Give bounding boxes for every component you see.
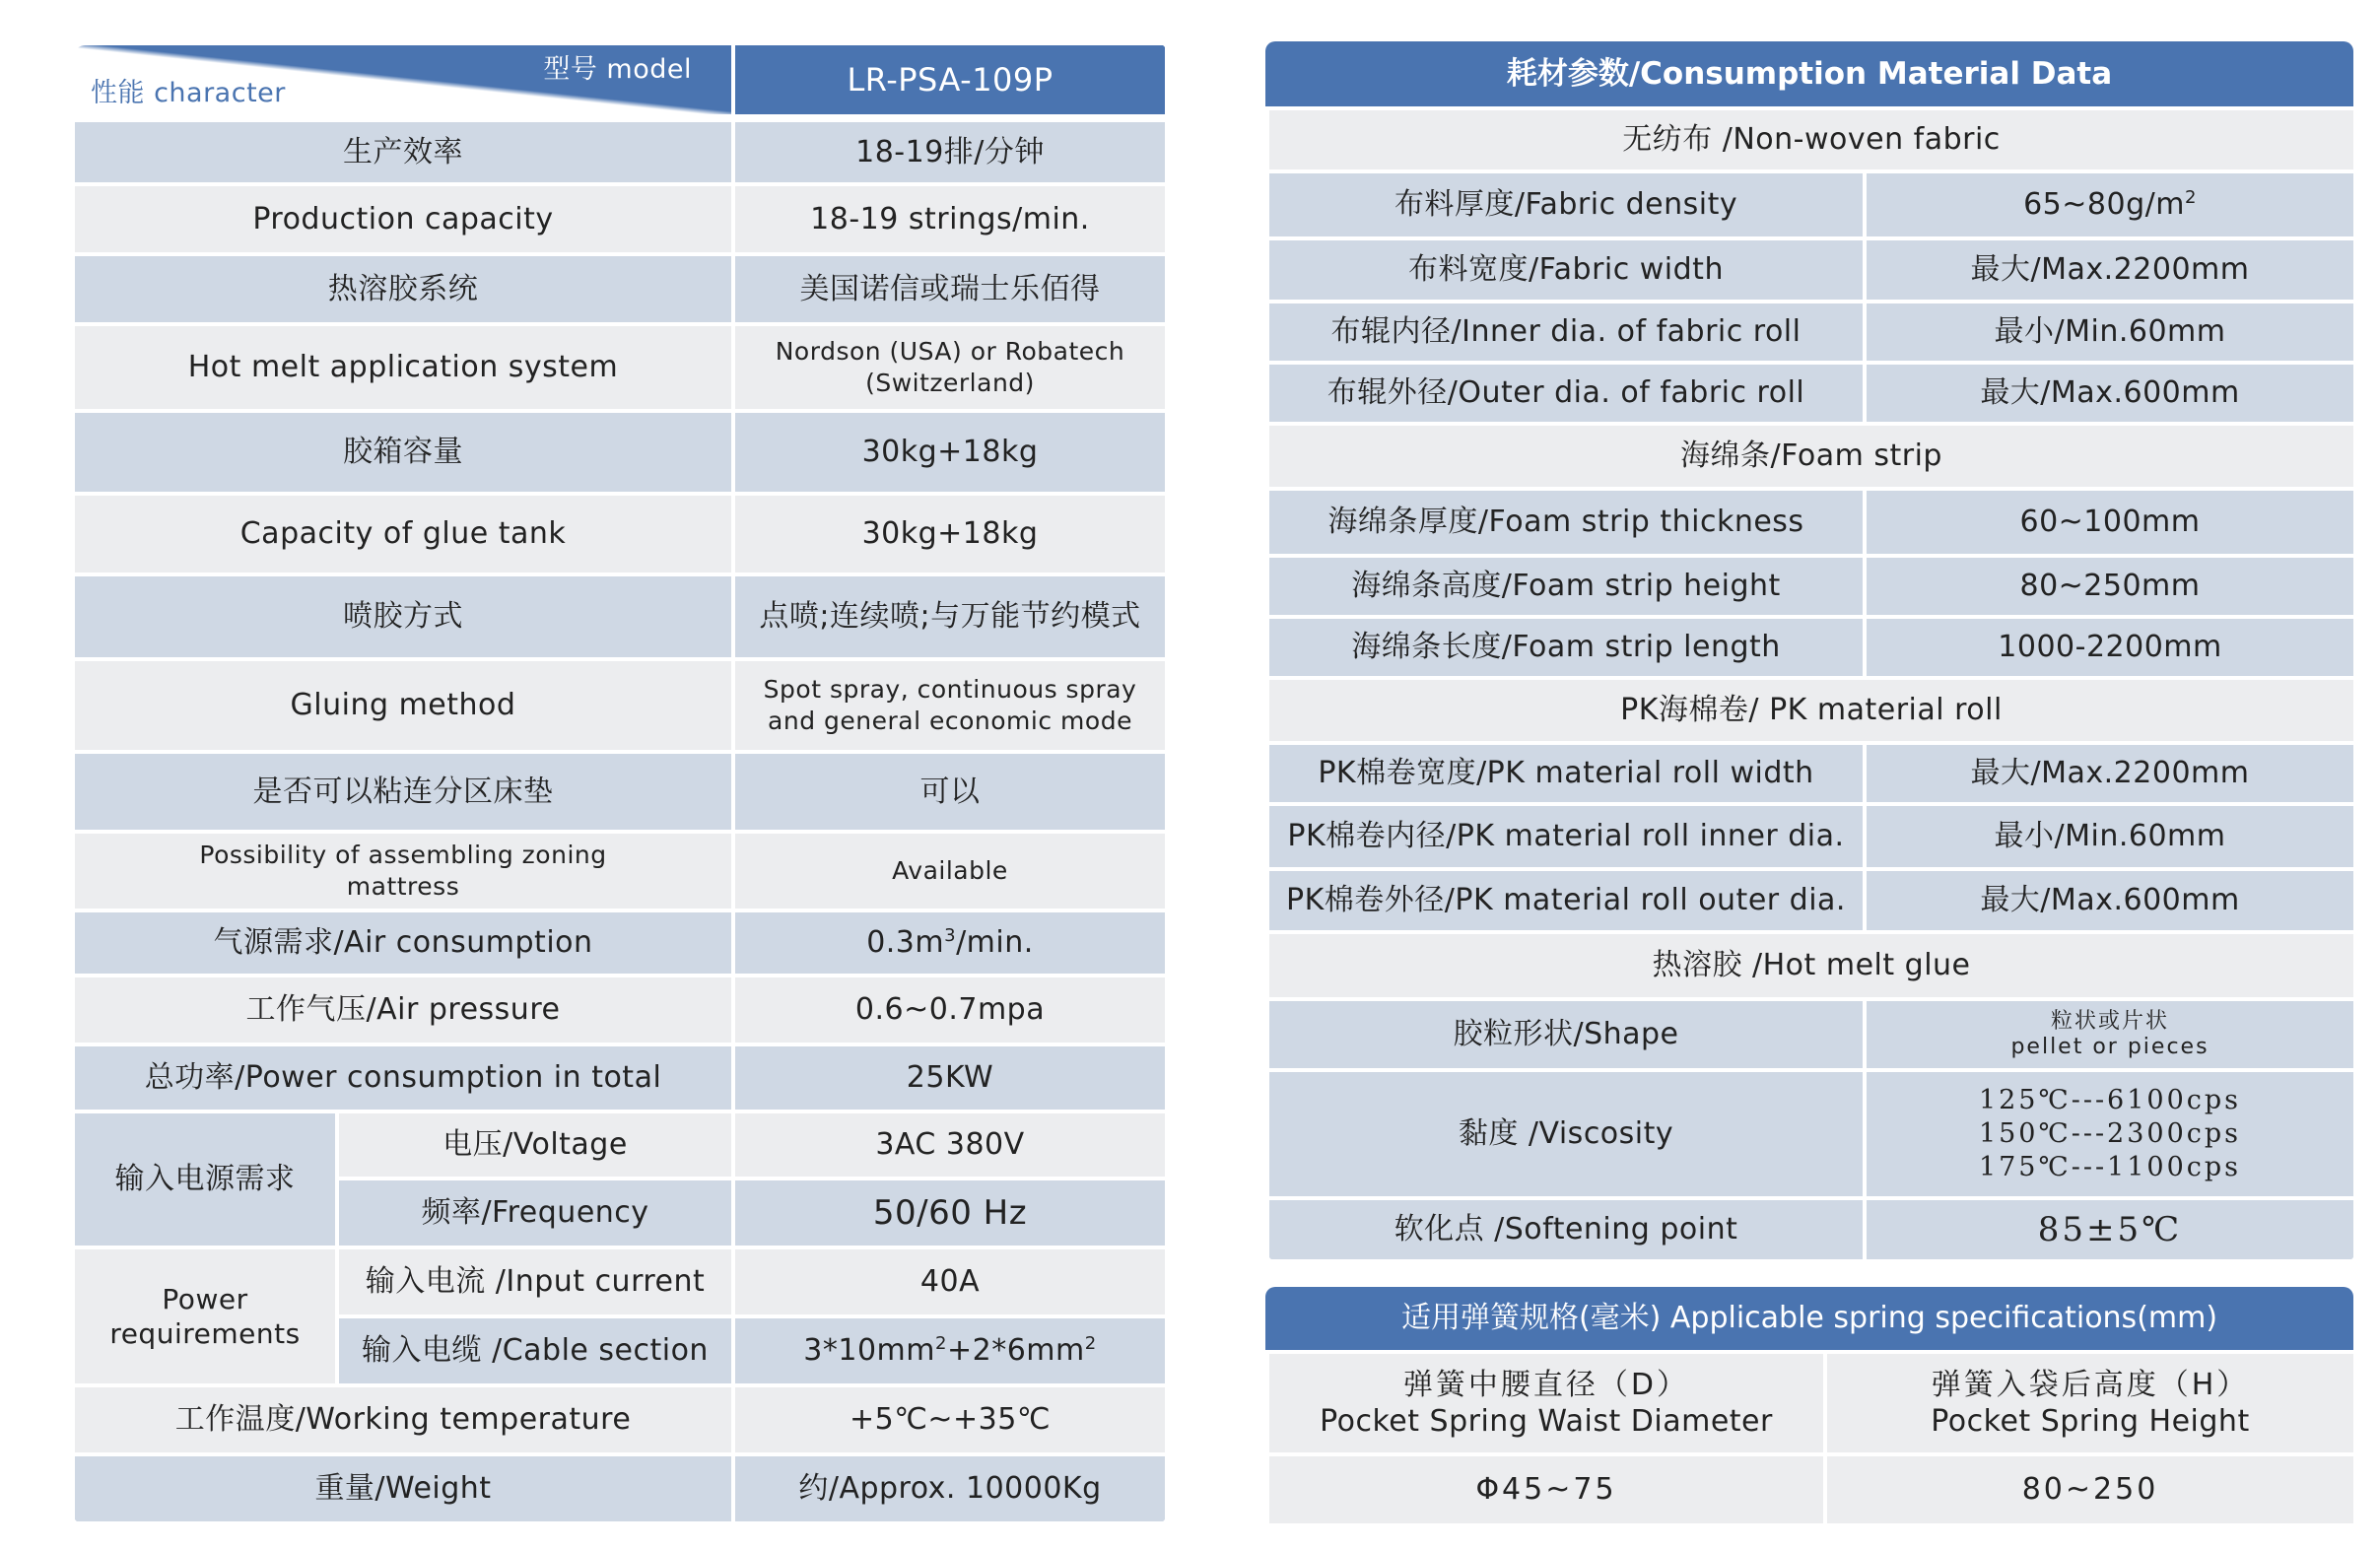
waist-diameter-en: Pocket Spring Waist Diameter	[1320, 1404, 1773, 1439]
table-row: 热溶胶系统 美国诺信或瑞士乐佰得	[73, 254, 1167, 324]
table-row	[1267, 1454, 2355, 1525]
table-row: 海绵条长度/Foam strip length 1000-2200mm	[1267, 617, 2355, 678]
table-row: 总功率/Power consumption in total 25KW	[73, 1044, 1167, 1111]
spring-title: 适用弹簧规格(毫米) Applicable spring specifications(mm)	[1265, 1287, 2353, 1350]
section-heading: 热溶胶 /Hot melt glue	[1267, 932, 2355, 999]
table-row: 布料宽度/Fabric width 最大/Max.2200mm	[1267, 238, 2355, 302]
table-row: 布辊内径/Inner dia. of fabric roll 最小/Min.60mm	[1267, 302, 2355, 363]
table-row: 布料厚度/Fabric density $65\sim 80g/m^2$	[1267, 171, 2355, 238]
table-row: 工作温度/Working temperature +5℃~+35℃	[73, 1385, 1167, 1454]
diagonal-header-cell	[73, 43, 733, 118]
table-row: Hot melt application system Nordson (USA) or Robatech (Switzerland)	[73, 324, 1167, 411]
cable-section-value: $3*10mm^2+2*6mm^2$	[733, 1316, 1167, 1385]
table-row: 软化点 /Softening point 85±5℃	[1267, 1198, 2355, 1261]
spring-height-cn: 弹簧入袋后高度（H）	[1931, 1367, 2250, 1402]
waist-diameter-value: Φ45~75	[1267, 1454, 1825, 1525]
spring-spec-table	[1265, 1287, 2353, 1527]
spring-height-en: Pocket Spring Height	[1931, 1404, 2250, 1439]
spring-grid	[1265, 1350, 2357, 1527]
table-row: 海绵条厚度/Foam strip thickness 60~100mm	[1267, 489, 2355, 556]
table-row: 胶箱容量 30kg+18kg	[73, 411, 1167, 494]
model-label: 型号 model	[543, 54, 692, 85]
table-row: 输入电源需求 电压/Voltage 3AC 380V	[73, 1111, 1167, 1179]
waist-diameter-cn: 弹簧中腰直径（D）	[1402, 1367, 1690, 1402]
model-value: LR-PSA-109P	[733, 43, 1167, 118]
table-row: Production capacity 18-19 strings/min.	[73, 184, 1167, 254]
air-consumption-value: $0.3m^3/\min$.	[733, 910, 1167, 976]
table-row: 重量/Weight 约/Approx. 10000Kg	[73, 1454, 1167, 1523]
table-row: 是否可以粘连分区床垫 可以	[73, 752, 1167, 832]
table-row: Power requirements 输入电流 /Input current 40A	[73, 1247, 1167, 1316]
machine-spec-table	[71, 41, 1165, 1525]
section-heading: 海绵条/Foam strip	[1267, 424, 2355, 489]
table-row: PK棉卷内径/PK material roll inner dia. 最小/Min.60mm	[1267, 804, 2355, 869]
section-heading: PK海棉卷/ PK material roll	[1267, 678, 2355, 743]
character-label: 性能 character	[91, 78, 286, 109]
table-row: PK棉卷外径/PK material roll outer dia. 最大/Max.600mm	[1267, 869, 2355, 932]
table-row: Capacity of glue tank 30kg+18kg	[73, 494, 1167, 574]
table-row: Possibility of assembling zoning mattress Available	[73, 832, 1167, 910]
table-row: 布辊外径/Outer dia. of fabric roll 最大/Max.600mm	[1267, 363, 2355, 424]
table-row: 气源需求/Air consumption $0.3m^3/\min$.	[73, 910, 1167, 976]
consumption-material-table	[1265, 41, 2353, 1263]
table-row: 工作气压/Air pressure 0.6~0.7mpa	[73, 976, 1167, 1044]
table-row: PK棉卷宽度/PK material roll width 最大/Max.2200mm	[1267, 743, 2355, 804]
table-row: 黏度 /Viscosity 125℃---6100cps 150℃---2300cps 175℃---1100cps	[1267, 1070, 2355, 1198]
table-row: Gluing method Spot spray, continuous spray and general economic mode	[73, 659, 1167, 752]
table-row: 生产效率 18-19排/分钟	[73, 118, 1167, 184]
machine-spec-grid	[71, 41, 1169, 1525]
table-row: 胶粒形状/Shape 粒状或片状 pellet or pieces	[1267, 999, 2355, 1070]
power-group-en: Power requirements	[73, 1247, 337, 1385]
power-group-cn: 输入电源需求	[73, 1111, 337, 1247]
table-row: 喷胶方式 点喷;连续喷;与万能节约模式	[73, 574, 1167, 659]
section-heading: 无纺布 /Non-woven fabric	[1267, 108, 2355, 171]
table-row: 海绵条高度/Foam strip height 80~250mm	[1267, 556, 2355, 617]
spring-height-value: 80~250	[1825, 1454, 2355, 1525]
consumption-title: 耗材参数/Consumption Material Data	[1265, 41, 2353, 106]
table-row: 频率/Frequency 50/60 Hz	[73, 1179, 1167, 1247]
table-row	[1267, 1352, 2355, 1454]
consumption-grid	[1265, 106, 2357, 1263]
table-row: 输入电缆 /Cable section $3*10mm^2+2*6mm^2$	[73, 1316, 1167, 1385]
